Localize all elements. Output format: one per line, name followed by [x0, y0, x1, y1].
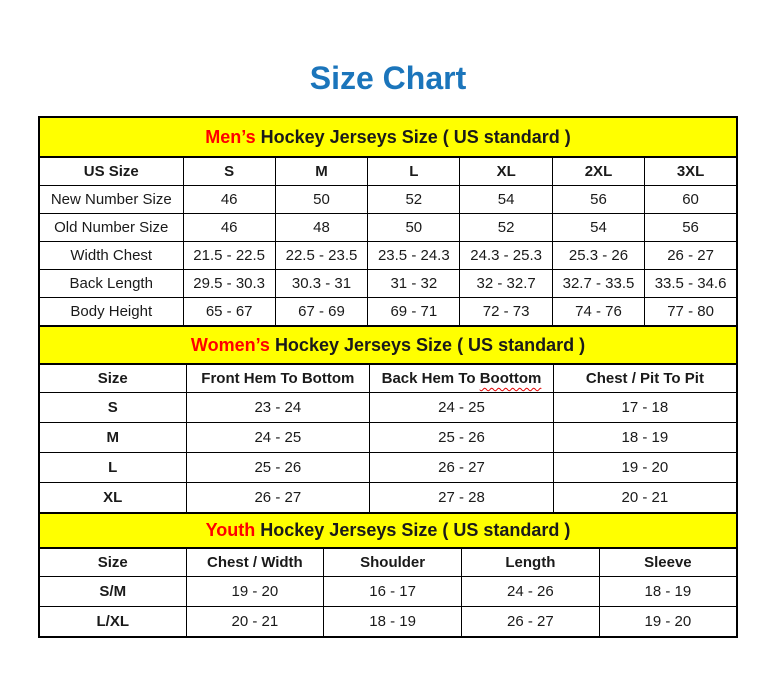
column-header-cell: S [183, 157, 275, 186]
row-label-cell: L/XL [39, 607, 186, 638]
table-row [39, 423, 737, 453]
size-value-cell: 20 - 21 [553, 483, 737, 514]
row-label-cell: XL [39, 483, 186, 514]
size-value-cell: 24 - 25 [370, 393, 554, 423]
size-value-cell: 19 - 20 [599, 607, 737, 638]
size-value-cell: 50 [275, 186, 367, 214]
size-value-cell: 19 - 20 [186, 577, 324, 607]
page-title: Size Chart [309, 60, 467, 96]
size-value-cell: 46 [183, 186, 275, 214]
size-value-cell: 22.5 - 23.5 [275, 242, 367, 270]
size-value-cell: 16 - 17 [324, 577, 462, 607]
column-header-cell: Size [39, 548, 186, 577]
youth-heading-highlight: Youth [205, 520, 256, 540]
size-value-cell: 19 - 20 [553, 453, 737, 483]
column-header-cell: Sleeve [599, 548, 737, 577]
row-label-cell: New Number Size [39, 186, 183, 214]
size-value-cell: 18 - 19 [553, 423, 737, 453]
table-row [39, 186, 737, 214]
table-row [39, 270, 737, 298]
womens-section-heading [39, 326, 737, 364]
size-value-cell: 26 - 27 [186, 483, 370, 514]
size-chart-tables [38, 116, 738, 638]
row-label-cell: M [39, 423, 186, 453]
row-label-cell: Width Chest [39, 242, 183, 270]
size-value-cell: 54 [460, 186, 552, 214]
womens-size-table [38, 325, 738, 514]
size-value-cell: 30.3 - 31 [275, 270, 367, 298]
size-value-cell: 23.5 - 24.3 [368, 242, 460, 270]
row-label-cell: Old Number Size [39, 214, 183, 242]
size-value-cell: 24 - 25 [186, 423, 370, 453]
back-hem-header-prefix: Back Hem To [381, 370, 476, 387]
size-value-cell: 56 [645, 214, 737, 242]
size-value-cell: 25.3 - 26 [552, 242, 644, 270]
size-value-cell: 18 - 19 [599, 577, 737, 607]
row-label-cell: L [39, 453, 186, 483]
size-value-cell: 48 [275, 214, 367, 242]
column-header-cell: Length [462, 548, 600, 577]
size-value-cell: 65 - 67 [183, 298, 275, 327]
size-value-cell: 24 - 26 [462, 577, 600, 607]
mens-heading-rest: Hockey Jerseys Size ( US standard ) [260, 126, 571, 147]
size-value-cell: 32 - 32.7 [460, 270, 552, 298]
column-header-cell: XL [460, 157, 552, 186]
column-header-cell: L [368, 157, 460, 186]
row-label-cell: Back Length [39, 270, 183, 298]
size-value-cell: 29.5 - 30.3 [183, 270, 275, 298]
womens-section-heading-row [39, 326, 737, 364]
size-value-cell: 50 [368, 214, 460, 242]
row-label-cell: S [39, 393, 186, 423]
column-header-cell: 2XL [552, 157, 644, 186]
table-row [39, 393, 737, 423]
youth-size-table [38, 512, 738, 638]
size-value-cell: 72 - 73 [460, 298, 552, 327]
size-value-cell: 67 - 69 [275, 298, 367, 327]
size-value-cell: 17 - 18 [553, 393, 737, 423]
column-header-cell: Size [39, 364, 186, 393]
column-header-cell: Shoulder [324, 548, 462, 577]
size-value-cell: 33.5 - 34.6 [645, 270, 737, 298]
size-value-cell: 69 - 71 [368, 298, 460, 327]
row-label-cell: S/M [39, 577, 186, 607]
size-value-cell: 26 - 27 [645, 242, 737, 270]
size-value-cell: 20 - 21 [186, 607, 324, 638]
column-header-cell: M [275, 157, 367, 186]
misspelled-word: Boottom [479, 370, 542, 387]
size-value-cell: 32.7 - 33.5 [552, 270, 644, 298]
size-value-cell: 52 [460, 214, 552, 242]
mens-column-header-row [39, 157, 737, 186]
column-header-cell: Chest / Pit To Pit [553, 364, 737, 393]
youth-section-heading [39, 513, 737, 548]
size-value-cell: 52 [368, 186, 460, 214]
size-value-cell: 54 [552, 214, 644, 242]
size-value-cell: 27 - 28 [370, 483, 554, 514]
table-row [39, 214, 737, 242]
size-value-cell: 31 - 32 [368, 270, 460, 298]
table-row [39, 607, 737, 638]
mens-section-heading [39, 117, 737, 157]
column-header-cell [370, 364, 554, 393]
size-value-cell: 24.3 - 25.3 [460, 242, 552, 270]
mens-section-heading-row [39, 117, 737, 157]
mens-size-table [38, 116, 738, 327]
table-row [39, 453, 737, 483]
size-value-cell: 74 - 76 [552, 298, 644, 327]
table-row [39, 298, 737, 327]
table-row [39, 483, 737, 514]
size-value-cell: 60 [645, 186, 737, 214]
size-value-cell: 21.5 - 22.5 [183, 242, 275, 270]
mens-heading-highlight: Men’s [205, 126, 256, 147]
womens-heading-highlight: Women’s [190, 334, 270, 355]
youth-column-header-row [39, 548, 737, 577]
size-value-cell: 77 - 80 [645, 298, 737, 327]
table-row [39, 577, 737, 607]
column-header-cell: 3XL [645, 157, 737, 186]
size-value-cell: 26 - 27 [462, 607, 600, 638]
womens-column-header-row [39, 364, 737, 393]
column-header-cell: US Size [39, 157, 183, 186]
size-value-cell: 25 - 26 [186, 453, 370, 483]
youth-heading-rest: Hockey Jerseys Size ( US standard ) [260, 520, 571, 540]
size-value-cell: 23 - 24 [186, 393, 370, 423]
size-value-cell: 56 [552, 186, 644, 214]
youth-section-heading-row [39, 513, 737, 548]
size-value-cell: 25 - 26 [370, 423, 554, 453]
table-row [39, 242, 737, 270]
size-value-cell: 46 [183, 214, 275, 242]
column-header-cell: Chest / Width [186, 548, 324, 577]
row-label-cell: Body Height [39, 298, 183, 327]
womens-heading-rest: Hockey Jerseys Size ( US standard ) [274, 334, 586, 355]
size-value-cell: 18 - 19 [324, 607, 462, 638]
column-header-cell: Front Hem To Bottom [186, 364, 370, 393]
size-value-cell: 26 - 27 [370, 453, 554, 483]
